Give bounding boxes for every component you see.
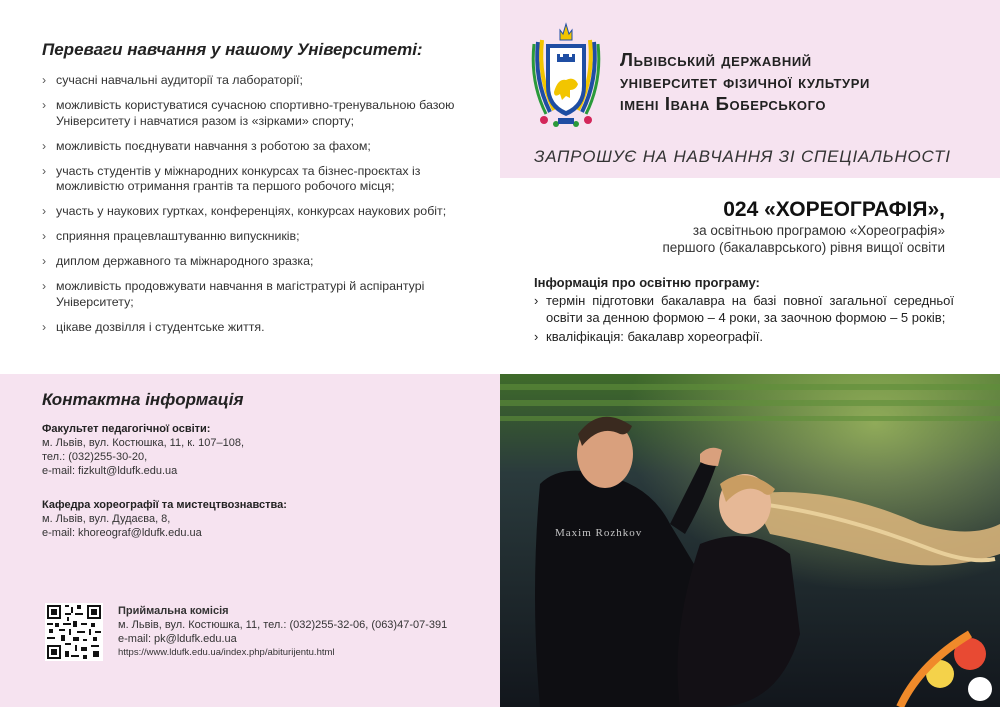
advantages-list [42, 73, 482, 345]
list-item: › термін підготовки бакалавра на базі повної загальної середньої освіти за денною формою – 4 роки, за заочною формою – 5 років; [534, 293, 954, 326]
admission-url[interactable]: https://www.ldufk.edu.ua/index.php/abiturijentu.html [118, 647, 335, 658]
admission-name: Приймальна комісія [118, 605, 229, 617]
dancers-image [500, 374, 1000, 707]
list-item: › можливість користуватися сучасною спортивно-тренувальною базою Університету і навчатися разом із «зірками» спорту; [42, 98, 482, 129]
faculty-email[interactable]: e-mail: fizkult@ldufk.edu.ua [42, 465, 178, 477]
specialty-title: 024 «ХОРЕОГРАФІЯ», [723, 198, 945, 221]
qr-code[interactable] [45, 603, 103, 661]
department-name: Кафедра хореографії та мистецтвознавства: [42, 499, 287, 511]
photographer-watermark: Maxim Rozhkov [555, 527, 643, 539]
program-info-list [534, 293, 954, 349]
invite-heading: ЗАПРОШУЄ НА НАВЧАННЯ ЗІ СПЕЦІАЛЬНОСТІ [534, 147, 951, 166]
university-name-line1: Львівський державний [620, 49, 812, 70]
department-email[interactable]: e-mail: khoreograf@ldufk.edu.ua [42, 527, 202, 539]
advantages-panel [0, 0, 500, 374]
list-item: › диплом державного та міжнародного зразка; [42, 254, 482, 270]
specialty-program [662, 222, 945, 256]
faculty-phone: тел.: (032)255-30-20, [42, 451, 148, 463]
program-line2: першого (бакалаврського) рівня вищої освіти [662, 240, 945, 255]
university-logo-icon [530, 20, 602, 132]
admission-email[interactable]: e-mail: pk@ldufk.edu.ua [118, 633, 237, 645]
advantages-title: Переваги навчання у нашому Університеті: [42, 40, 423, 59]
admission-address: м. Львів, вул. Костюшка, 11, тел.: (032)255-32-06, (063)47-07-391 [118, 619, 448, 631]
faculty-name: Факультет педагогічної освіти: [42, 423, 211, 435]
list-item: › можливість продовжувати навчання в магістратурі й аспірантурі Університету; [42, 279, 482, 310]
contacts-title: Контактна інформація [42, 390, 244, 409]
dance-photo [500, 374, 1000, 707]
program-info-title: Інформація про освітню програму: [534, 275, 760, 290]
university-name [620, 49, 870, 115]
list-item: › участь у наукових гуртках, конференціях, конкурсах наукових робіт; [42, 204, 482, 220]
list-item: › сучасні навчальні аудиторії та лабораторії; [42, 73, 482, 89]
department-contacts [42, 498, 482, 540]
list-item: › участь студентів у міжнародних конкурсах та бізнес-проєктах із можливістю отримання грантів та першого робочого місця; [42, 164, 482, 195]
program-line1: за освітньою програмою «Хореографія» [692, 223, 945, 238]
faculty-contacts [42, 422, 482, 478]
list-item: › можливість поєднувати навчання з роботою за фахом; [42, 139, 482, 155]
department-address: м. Львів, вул. Дудаєва, 8, [42, 513, 171, 525]
university-name-line2: університет фізичної культури [620, 71, 870, 92]
list-item: › сприяння працевлаштуванню випускників; [42, 229, 482, 245]
university-name-line3: імені Івана Боберського [620, 93, 827, 114]
list-item: › цікаве дозвілля і студентське життя. [42, 320, 482, 336]
faculty-address: м. Львів, вул. Костюшка, 11, к. 107–108, [42, 437, 245, 449]
list-item: › кваліфікація: бакалавр хореографії. [534, 329, 954, 346]
admission-contacts [118, 604, 447, 660]
